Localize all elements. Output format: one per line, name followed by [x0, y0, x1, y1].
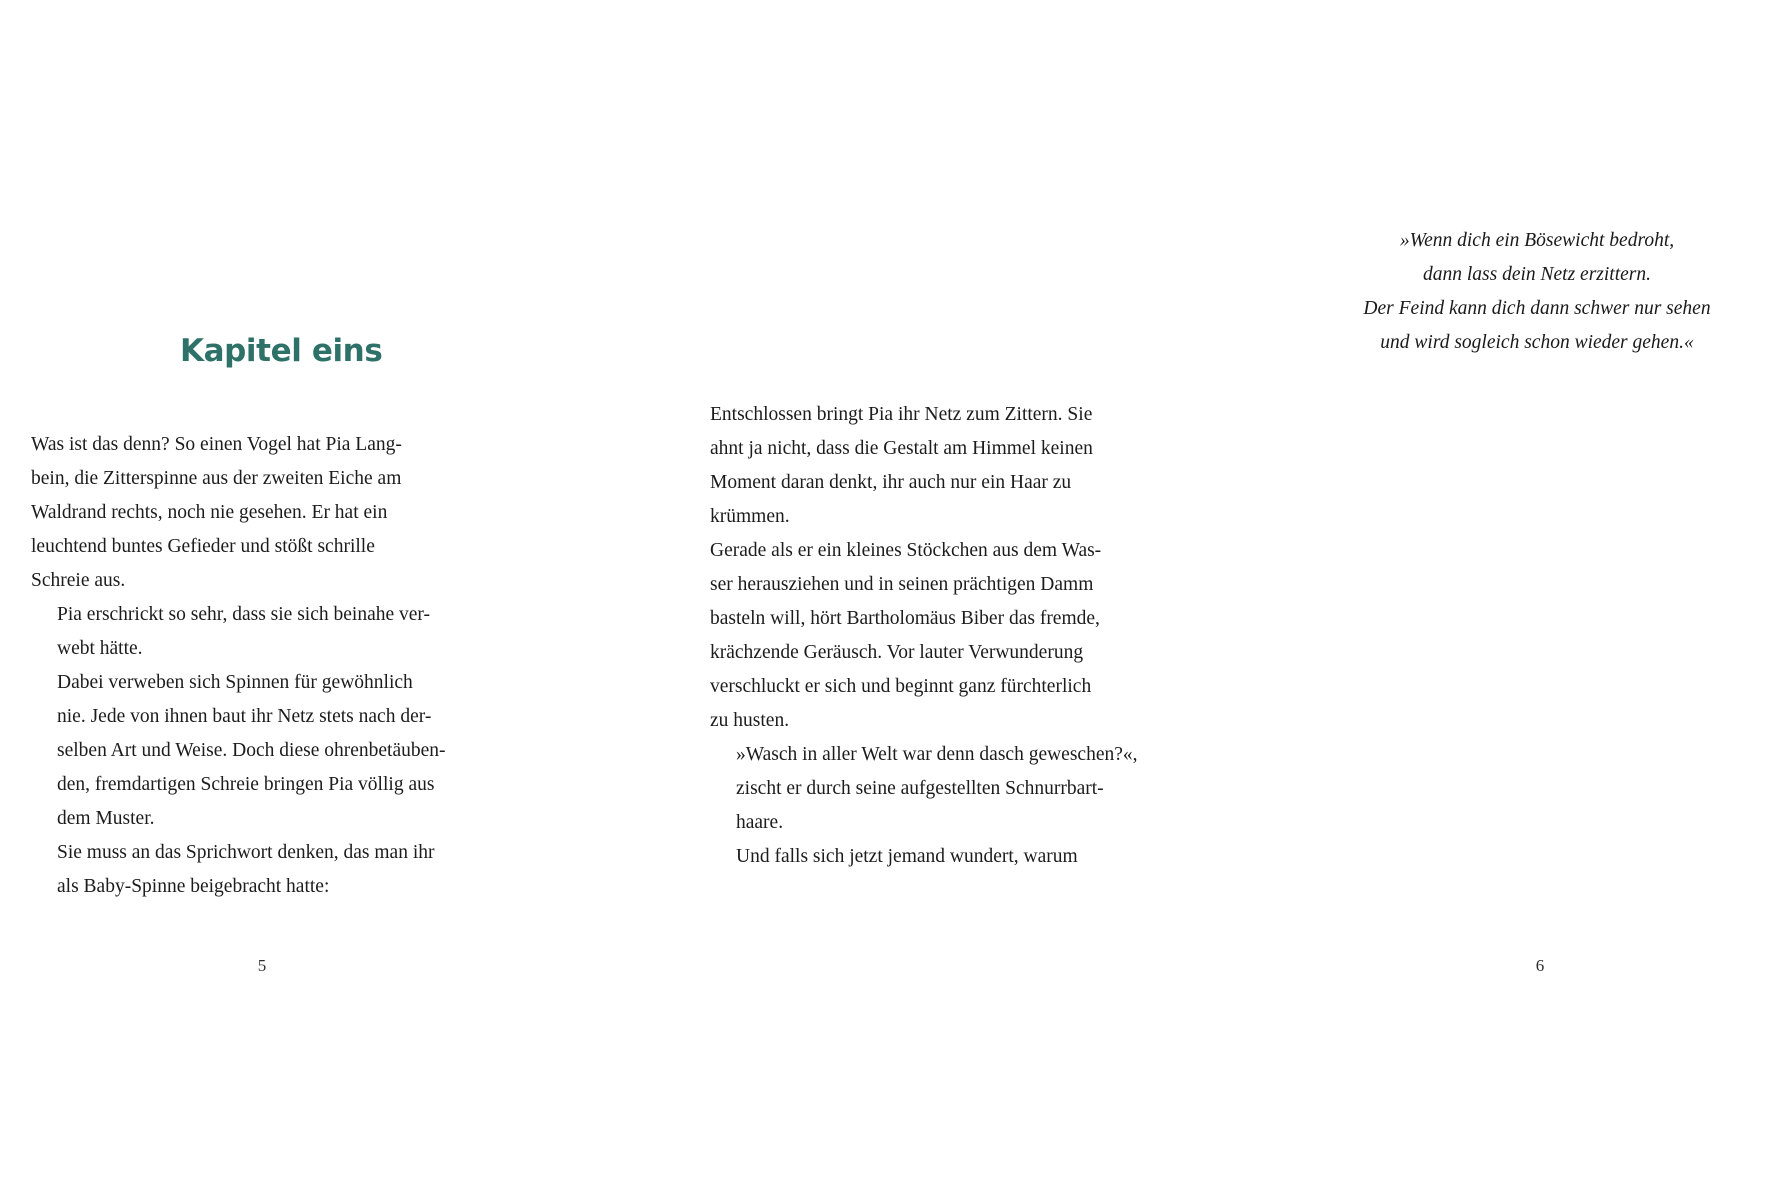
paragraph [31, 428, 493, 598]
verse-line: »Wenn dich ein Bösewicht bedroht, [1399, 230, 1675, 251]
text-line: »Wasch in aller Welt war denn dasch geweschen?«, [736, 744, 1138, 765]
paragraph [710, 534, 1166, 738]
left-page [0, 0, 600, 1200]
text-line: verschluckt er sich und beginnt ganz fürchterlich [710, 676, 1092, 697]
verse-line: dann lass dein Netz erzittern. [1422, 264, 1652, 285]
paragraph [710, 738, 1166, 840]
text-line: leuchtend buntes Gefieder und stößt schrille [31, 536, 375, 557]
text-line: zu husten. [710, 710, 790, 731]
text-line: Waldrand rechts, noch nie gesehen. Er hat ein [31, 502, 388, 523]
text-line: selben Art und Weise. Doch diese ohrenbetäuben- [57, 740, 446, 761]
verse-line: und wird sogleich schon wieder gehen.« [1380, 332, 1694, 353]
text-line: Sie muss an das Sprichwort denken, das man ihr [57, 842, 435, 863]
text-line: zischt er durch seine aufgestellten Schnurrbart- [736, 778, 1104, 799]
paragraph [31, 666, 493, 836]
text-line: webt hätte. [57, 638, 143, 659]
text-line: Gerade als er ein kleines Stöckchen aus dem Was- [710, 540, 1102, 561]
text-line: Schreie aus. [31, 570, 126, 591]
text-line: basteln will, hört Bartholomäus Biber das fremde, [710, 608, 1100, 629]
text-line: ahnt ja nicht, dass die Gestalt am Himmel keinen [710, 438, 1093, 459]
text-line: dem Muster. [57, 808, 155, 829]
text-line: krächzende Geräusch. Vor lauter Verwunderung [710, 642, 1084, 663]
epigraph-verse [1306, 224, 1768, 360]
text-line: ser herausziehen und in seinen prächtigen Damm [710, 574, 1094, 595]
page-number-left: 5 [257, 956, 267, 975]
right-page [600, 0, 1711, 1200]
text-line: nie. Jede von ihnen baut ihr Netz stets nach der- [57, 706, 432, 727]
text-line: Und falls sich jetzt jemand wundert, warum [736, 846, 1078, 867]
text-line: haare. [736, 812, 784, 833]
text-line: Entschlossen bringt Pia ihr Netz zum Zittern. Sie [710, 404, 1093, 425]
paragraph [31, 836, 493, 904]
text-line: bein, die Zitterspinne aus der zweiten Eiche am [31, 468, 402, 489]
text-line: als Baby-Spinne beigebracht hatte: [57, 876, 330, 897]
left-page-body [31, 428, 493, 904]
paragraph [710, 398, 1166, 534]
right-page-body [710, 398, 1166, 874]
text-line: Moment daran denkt, ihr auch nur ein Haar zu [710, 472, 1072, 493]
paragraph [710, 840, 1166, 874]
text-line: krümmen. [710, 506, 790, 527]
chapter-heading: Kapitel eins [180, 332, 383, 369]
page-number-right: 6 [1535, 956, 1545, 975]
verse-line: Der Feind kann dich dann schwer nur sehen [1363, 298, 1711, 319]
text-line: den, fremdartigen Schreie bringen Pia völlig aus [57, 774, 435, 795]
text-line: Dabei verweben sich Spinnen für gewöhnlich [57, 672, 413, 693]
text-line: Was ist das denn? So einen Vogel hat Pia Lang- [31, 434, 402, 455]
paragraph [31, 598, 493, 666]
text-line: Pia erschrickt so sehr, dass sie sich beinahe ver- [57, 604, 431, 625]
